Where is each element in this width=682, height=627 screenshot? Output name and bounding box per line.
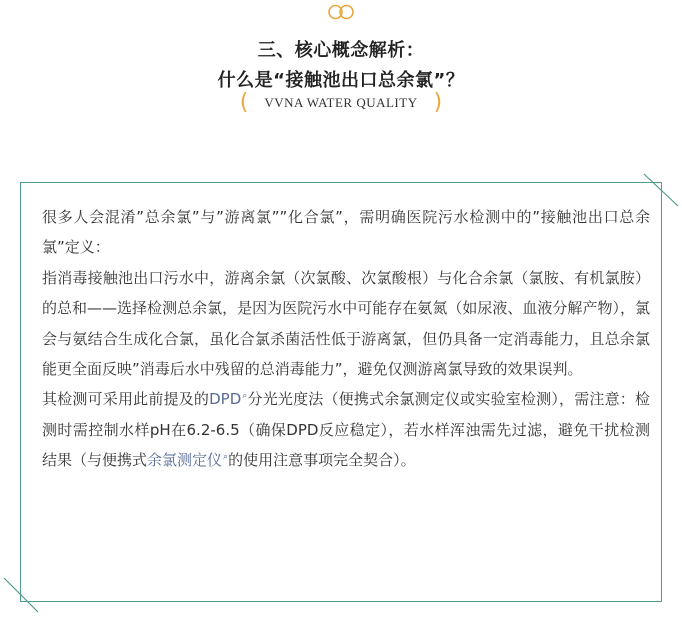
double-ring-icon: [325, 4, 357, 20]
dpd-link[interactable]: DPD: [209, 390, 242, 409]
paragraph-definition: 指消毒接触池出口污水中，游离余氯（次氯酸、次氯酸根）与化合余氯（氯胺、有机氯胺）的总和——选择检测总余氯，是因为医院污水中可能存在氨氮（如尿液、血液分解产物），氯会与氨结合生成化合氯，虽化合氯杀菌活性低于游离氯，但仍具备一定消毒能力，且总余氯能更全面反映”消毒后水中残留的总消毒能力”，避免仅测游离氯导致的效果误判。: [42, 268, 650, 379]
brand-subtitle: VVNA WATER QUALITY: [264, 95, 418, 110]
subtitle-row: [0, 90, 682, 116]
method-text-b: 分光光度法（便携式余氯测定仪或实验室检测），需注意：检测时需控制水样pH在6.2-6.5（确保DPD反应稳定），若水样浑浊需先过滤，避免干扰检测结果（与便携式: [42, 390, 650, 470]
right-paren-ornament: ): [433, 90, 443, 115]
chlorine-meter-link[interactable]: 余氯测定仪: [147, 451, 223, 470]
left-paren-ornament: (: [239, 90, 249, 115]
method-text-a: 其检测可采用此前提及的: [42, 390, 210, 409]
corner-line-bottom-left: [0, 574, 42, 616]
section-title: 三、核心概念解析：: [257, 40, 425, 61]
article-body: [42, 202, 650, 476]
search-icon[interactable]: ⌕: [242, 391, 248, 402]
paragraph-intro: 很多人会混淆”总余氯”与”游离氯””化合氯”，需明确医院污水检测中的”接触池出口总余氯”定义：: [42, 208, 650, 257]
paragraph-method: [42, 384, 650, 475]
search-icon[interactable]: ⌕: [223, 452, 229, 463]
section-question: 什么是“接触池出口总余氯”？: [217, 70, 465, 91]
method-text-c: 的使用注意事项完全契合）。: [228, 451, 416, 470]
